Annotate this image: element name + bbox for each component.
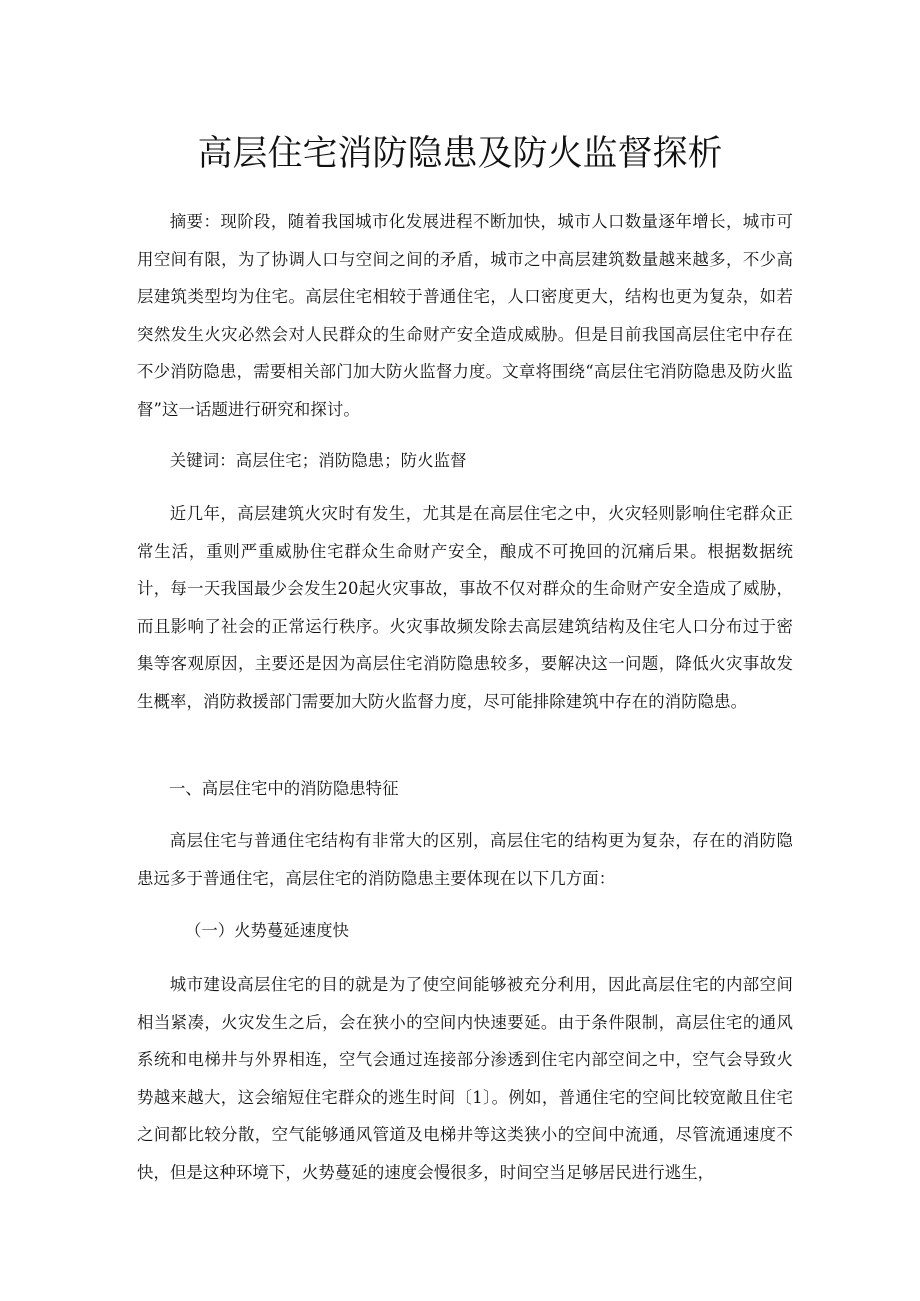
- abstract-paragraph: 摘要：现阶段，随着我国城市化发展进程不断加快，城市人口数量逐年增长，城市可用空间有限，为了协调人口与空间之间的矛盾，城市之中高层建筑数量越来越多，不少高层建筑类型均为住宅。高层住宅相较于普通住宅，人口密度更大，结构也更为复杂，如若突然发生火灾必然会对人民群众的生命财产安全造成威胁。但是目前我国高层住宅中存在不少消防隐患，需要相关部门加大防火监督力度。文章将围绕“高层住宅消防隐患及防火监督”这一话题进行研究和探讨。: [137, 212, 793, 419]
- document-title: 高层住宅消防隐患及防火监督探析: [197, 134, 723, 174]
- section-intro-paragraph: 高层住宅与普通住宅结构有非常大的区别，高层住宅的结构更为复杂，存在的消防隐患远多于普通住宅，高层住宅的消防隐患主要体现在以下几方面：: [137, 831, 793, 888]
- keywords-paragraph: 关键词：高层住宅；消防隐患；防火监督: [169, 451, 467, 470]
- subsection-heading: （一）火势蔓延速度快: [185, 921, 349, 940]
- intro-paragraph: 近几年，高层建筑火灾时有发生，尤其是在高层住宅之中，火灾轻则影响住宅群众正常生活，重则严重威胁住宅群众生命财产安全，酿成不可挽回的沉痛后果。根据数据统计，每一天我国最少会发生20起火灾事故，事故不仅对群众的生命财产安全造成了威胁，而且影响了社会的正常运行秩序。火灾事故频发除去高层建筑结构及住宅人口分布过于密集等客观原因，主要还是因为高层住宅消防隐患较多，要解决这一问题，降低火灾事故发生概率，消防救援部门需要加大防火监督力度，尽可能排除建筑中存在的消防隐患。: [137, 504, 793, 711]
- subsection-body-paragraph: 城市建设高层住宅的目的就是为了使空间能够被充分利用，因此高层住宅的内部空间相当紧凑，火灾发生之后，会在狭小的空间内快速要延。由于条件限制，高层住宅的通风系统和电梯井与外界相连，空气会通过连接部分渗透到住宅内部空间之中，空气会导致火势越来越大，这会缩短住宅群众的逃生时间〔1〕。例如，普通住宅的空间比较宽敞且住宅之间都比较分散，空气能够通风管道及电梯井等这类狭小的空间中流通，尽管流通速度不快，但是这种环境下，火势蔓延的速度会慢很多，时间空当足够居民进行逃生，: [137, 975, 793, 1182]
- section-heading: 一、高层住宅中的消防隐患特征: [169, 779, 399, 798]
